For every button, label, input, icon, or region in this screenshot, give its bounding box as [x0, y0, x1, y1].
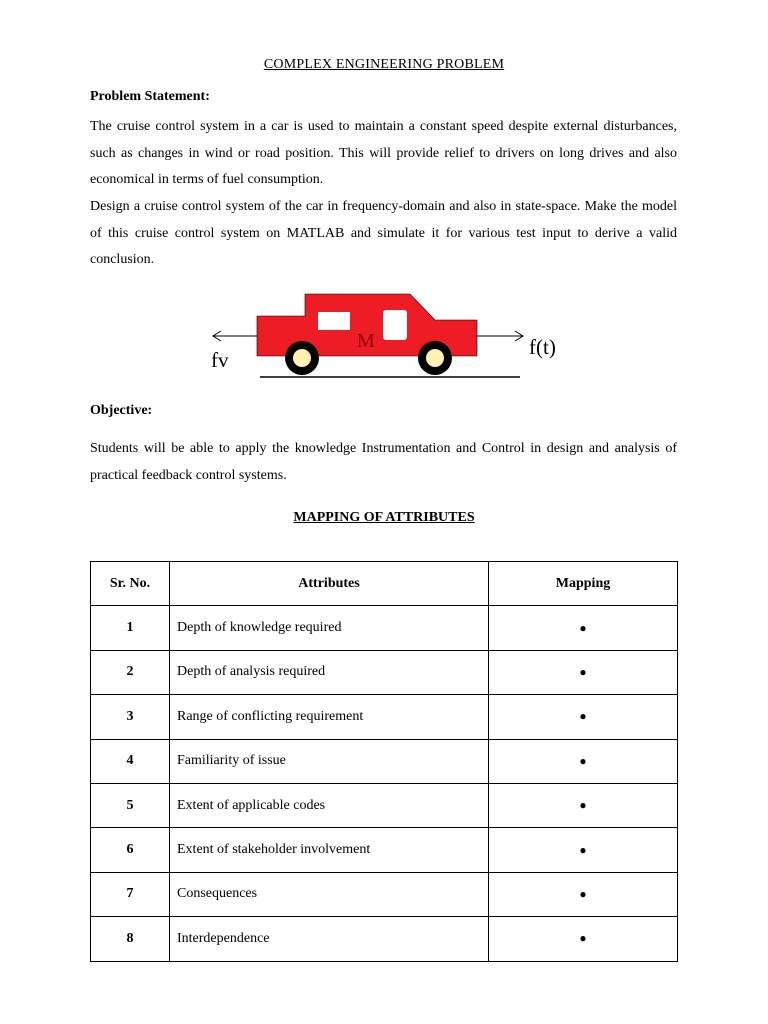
table-row: [91, 606, 678, 650]
cruise-car-figure: [205, 290, 556, 385]
objective-heading: Objective:: [90, 403, 153, 418]
row-attribute: Familiarity of issue: [170, 739, 489, 783]
row-number: 8: [91, 917, 170, 961]
bullet-icon: ●: [489, 917, 678, 961]
header-mapping: Mapping: [489, 562, 678, 606]
header-attributes: Attributes: [170, 562, 489, 606]
table-header-row: [91, 562, 678, 606]
row-number: 6: [91, 828, 170, 872]
car-window-left: [318, 312, 350, 330]
row-attribute: Consequences: [170, 872, 489, 916]
row-number: 1: [91, 606, 170, 650]
row-attribute: Extent of stakeholder involvement: [170, 828, 489, 872]
bullet-icon: ●: [489, 650, 678, 694]
row-number: 7: [91, 872, 170, 916]
rear-wheel-rim: [426, 349, 444, 367]
table-row: [91, 695, 678, 739]
objective-text: Students will be able to apply the knowledge Instrumentation and Control in design and analysis of practical feedback control systems.: [90, 441, 677, 483]
mapping-table: [90, 561, 678, 962]
bullet-icon: ●: [489, 828, 678, 872]
right-force-label: f(t): [529, 335, 556, 359]
row-number: 3: [91, 695, 170, 739]
bullet-icon: ●: [489, 783, 678, 827]
table-row: [91, 783, 678, 827]
table-row: [91, 872, 678, 916]
problem-statement-heading: Problem Statement:: [90, 89, 210, 104]
row-attribute: Range of conflicting requirement: [170, 695, 489, 739]
table-row: [91, 650, 678, 694]
table-row: [91, 828, 678, 872]
bullet-icon: ●: [489, 739, 678, 783]
table-row: [91, 739, 678, 783]
row-attribute: Interdependence: [170, 917, 489, 961]
mapping-heading: MAPPING OF ATTRIBUTES: [293, 510, 475, 525]
header-sr-no: Sr. No.: [91, 562, 170, 606]
table-row: [91, 917, 678, 961]
row-number: 5: [91, 783, 170, 827]
bullet-icon: ●: [489, 606, 678, 650]
bullet-icon: ●: [489, 695, 678, 739]
car-window-right: [383, 310, 407, 340]
row-number: 2: [91, 650, 170, 694]
left-force-label: fv: [211, 348, 229, 372]
row-number: 4: [91, 739, 170, 783]
problem-paragraph-2: Design a cruise control system of the car in frequency-domain and also in state-space. Make the model of this cruise control system on MATLAB and simulate it for various test input to derive a valid conclusion.: [90, 199, 677, 267]
row-attribute: Extent of applicable codes: [170, 783, 489, 827]
mass-label: M: [357, 330, 375, 352]
row-attribute: Depth of knowledge required: [170, 606, 489, 650]
front-wheel-rim: [293, 349, 311, 367]
problem-paragraph-1: The cruise control system in a car is used to maintain a constant speed despite external disturbances, such as changes in wind or road position. This will provide relief to drivers on long drives and also economical in terms of fuel consumption.: [90, 119, 677, 187]
page-title: COMPLEX ENGINEERING PROBLEM: [263, 57, 505, 72]
row-attribute: Depth of analysis required: [170, 650, 489, 694]
bullet-icon: ●: [489, 872, 678, 916]
